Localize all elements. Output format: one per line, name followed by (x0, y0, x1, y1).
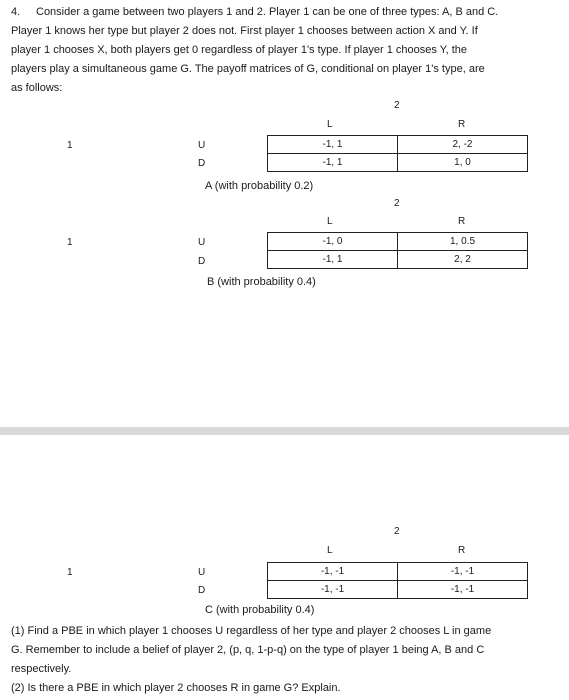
cell-u-l: -1, -1 (268, 563, 398, 581)
col-label-r: R (458, 216, 466, 227)
matrix-caption: B (with probability 0.4) (207, 276, 316, 288)
question-line-2: Player 1 knows her type but player 2 does not. First player 1 chooses between action X and Y. If (11, 25, 478, 37)
col-label-l: L (327, 216, 333, 227)
col-label-l: L (327, 119, 333, 130)
part-1-line-3: respectively. (11, 663, 72, 675)
part-1-line-1: (1) Find a PBE in which player 1 chooses U regardless of her type and player 2 chooses L in game (11, 625, 492, 637)
row-label-u: U (198, 237, 206, 248)
question-number: 4. (11, 6, 21, 18)
row-label-d: D (198, 158, 206, 169)
question-line-3: player 1 chooses X, both players get 0 regardless of player 1's type. If player 1 chooses Y, the (11, 44, 468, 56)
player-2-label: 2 (394, 100, 400, 111)
part-1-line-2: G. Remember to include a belief of player 2, (p, q, 1-p-q) on the type of player 1 being A, B and C (11, 644, 485, 656)
row-label-d: D (198, 585, 206, 596)
question-line-4: players play a simultaneous game G. The payoff matrices of G, conditional on player 1's type, are (11, 63, 485, 75)
cell-d-l: -1, 1 (268, 251, 398, 269)
col-label-r: R (458, 119, 466, 130)
cell-d-r: 2, 2 (398, 251, 528, 269)
matrix-caption: C (with probability 0.4) (205, 604, 315, 616)
row-label-d: D (198, 256, 206, 267)
question-line-5: as follows: (11, 82, 63, 94)
player-2-label: 2 (394, 526, 400, 537)
col-label-r: R (458, 545, 466, 556)
cell-d-l: -1, -1 (268, 581, 398, 599)
cell-u-r: 2, -2 (398, 136, 528, 154)
player-2-label: 2 (394, 198, 400, 209)
payoff-table (267, 562, 528, 599)
cell-u-r: -1, -1 (398, 563, 528, 581)
part-2-line: (2) Is there a PBE in which player 2 chooses R in game G? Explain. (11, 682, 341, 694)
player-1-label: 1 (67, 567, 73, 578)
cell-u-r: 1, 0.5 (398, 233, 528, 251)
col-label-l: L (327, 545, 333, 556)
row-label-u: U (198, 567, 206, 578)
cell-u-l: -1, 0 (268, 233, 398, 251)
player-1-label: 1 (67, 237, 73, 248)
table-row (268, 563, 528, 581)
cell-d-r: 1, 0 (398, 154, 528, 172)
question-line-1: Consider a game between two players 1 and 2. Player 1 can be one of three types: A, B and C. (36, 6, 499, 18)
player-1-label: 1 (67, 140, 73, 151)
cell-d-r: -1, -1 (398, 581, 528, 599)
table-row (268, 581, 528, 599)
row-label-u: U (198, 140, 206, 151)
matrix-caption: A (with probability 0.2) (205, 180, 314, 192)
cell-u-l: -1, 1 (268, 136, 398, 154)
cell-d-l: -1, 1 (268, 154, 398, 172)
